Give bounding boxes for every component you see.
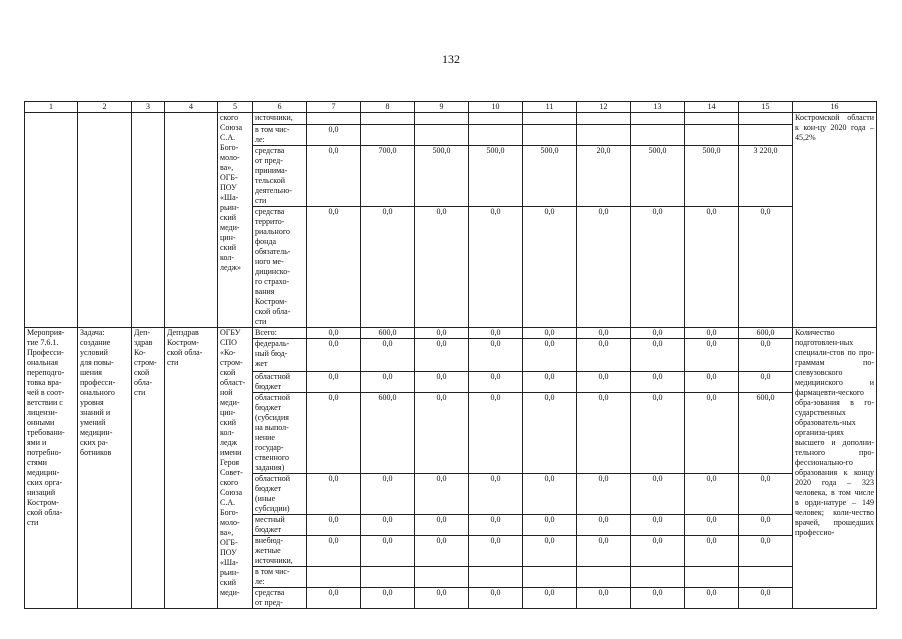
task-cell: Задача: создание условий для повы- шения професси- онального уровня знаний и умений медицин- ских ра- ботников <box>78 328 132 609</box>
year-value: 500,0 <box>631 146 685 207</box>
year-value <box>685 125 739 146</box>
year-value: 0,0 <box>685 372 739 393</box>
year-value: 0,0 <box>523 207 577 328</box>
year-value <box>415 113 469 125</box>
source-label: областной бюджет (субсидия на выпол- нение государ- ственного задания) <box>253 393 307 474</box>
year-value: 0,0 <box>739 588 793 609</box>
year-value <box>469 113 523 125</box>
year-value: 0,0 <box>415 588 469 609</box>
year-value: 0,0 <box>361 339 415 372</box>
year-value: 0,0 <box>415 328 469 339</box>
year-value: 0,0 <box>523 328 577 339</box>
year-value: 0,0 <box>577 536 631 567</box>
year-value: 0,0 <box>631 393 685 474</box>
year-value <box>523 125 577 146</box>
year-value: 600,0 <box>739 393 793 474</box>
year-value: 0,0 <box>685 588 739 609</box>
source-label: средства от пред- принима- тельской деятельно- сти <box>253 146 307 207</box>
year-value: 0,0 <box>361 372 415 393</box>
year-value: 0,0 <box>469 207 523 328</box>
year-value <box>577 567 631 588</box>
source-label: средства от пред- <box>253 588 307 609</box>
year-value: 0,0 <box>361 207 415 328</box>
year-value: 0,0 <box>415 339 469 372</box>
column-number: 2 <box>78 102 132 113</box>
year-value <box>469 125 523 146</box>
column-number: 8 <box>361 102 415 113</box>
year-value: 0,0 <box>361 474 415 515</box>
column-number: 5 <box>218 102 253 113</box>
year-value: 600,0 <box>739 328 793 339</box>
table-row <box>25 328 877 339</box>
source-label: областной бюджет (иные субсидии) <box>253 474 307 515</box>
year-value: 0,0 <box>685 515 739 536</box>
column-number: 13 <box>631 102 685 113</box>
year-value: 0,0 <box>307 146 361 207</box>
year-value: 0,0 <box>523 536 577 567</box>
year-value: 500,0 <box>415 146 469 207</box>
year-value <box>739 125 793 146</box>
year-value: 3 220,0 <box>739 146 793 207</box>
target-indicator: Костромской области к кон-цу 2020 года – 45,2% <box>793 113 877 328</box>
year-value: 0,0 <box>577 474 631 515</box>
year-value: 0,0 <box>415 207 469 328</box>
year-value <box>685 567 739 588</box>
year-value: 0,0 <box>739 339 793 372</box>
year-value: 0,0 <box>577 328 631 339</box>
year-value: 0,0 <box>523 588 577 609</box>
source-label: в том чис- ле: <box>253 125 307 146</box>
year-value: 0,0 <box>739 372 793 393</box>
year-value <box>415 125 469 146</box>
source-label: Всего: <box>253 328 307 339</box>
source-label: внебюд- жетные источники, <box>253 536 307 567</box>
year-value <box>307 113 361 125</box>
measure-cell <box>25 113 78 328</box>
year-value: 0,0 <box>631 515 685 536</box>
year-value: 0,0 <box>523 474 577 515</box>
year-value: 0,0 <box>415 515 469 536</box>
executor-cell: ского Союза С.А. Бого- моло- ва», ОГБ- ПОУ «Ша- рьин- ский меди- цин- ский кол- ледж» <box>218 113 253 328</box>
year-value <box>631 567 685 588</box>
source-label: местный бюджет <box>253 515 307 536</box>
year-value: 0,0 <box>739 515 793 536</box>
year-value: 500,0 <box>523 146 577 207</box>
year-value <box>739 567 793 588</box>
year-value: 0,0 <box>307 328 361 339</box>
year-value: 0,0 <box>739 474 793 515</box>
year-value: 0,0 <box>577 393 631 474</box>
year-value: 0,0 <box>361 536 415 567</box>
column-number: 6 <box>253 102 307 113</box>
year-value: 0,0 <box>469 515 523 536</box>
year-value: 0,0 <box>685 328 739 339</box>
year-value: 0,0 <box>307 339 361 372</box>
year-value: 0,0 <box>307 125 361 146</box>
header-row <box>25 102 877 113</box>
year-value <box>631 125 685 146</box>
year-value: 0,0 <box>469 393 523 474</box>
year-value: 0,0 <box>631 372 685 393</box>
year-value: 500,0 <box>685 146 739 207</box>
year-value: 0,0 <box>685 393 739 474</box>
source-label: областной бюджет <box>253 372 307 393</box>
year-value <box>685 113 739 125</box>
measure-cell: Мероприя- тие 7.6.1. Професси- ональная переподго- товка вра- чей в соот- ветствии с лицензи- онными требовани- ями и потребно- стями медицин- ских орга- низаций Костром- ской обла- сти <box>25 328 78 609</box>
year-value: 20,0 <box>577 146 631 207</box>
year-value <box>361 567 415 588</box>
year-value: 0,0 <box>631 474 685 515</box>
year-value: 0,0 <box>631 328 685 339</box>
year-value <box>523 113 577 125</box>
year-value: 0,0 <box>577 588 631 609</box>
year-value: 0,0 <box>307 588 361 609</box>
executor-cell: ОГБУ СПО «Ко- стром- ской област- ной меди- цин- ский кол- ледж имени Героя Совет- ского Союза С.А. Бого- моло- ва», ОГБ- ПОУ «Ша- рьин- ский меди- <box>218 328 253 609</box>
year-value: 600,0 <box>361 328 415 339</box>
column-number: 14 <box>685 102 739 113</box>
year-value <box>361 113 415 125</box>
year-value <box>307 567 361 588</box>
year-value <box>631 113 685 125</box>
year-value: 0,0 <box>469 474 523 515</box>
year-value: 0,0 <box>685 339 739 372</box>
year-value: 0,0 <box>577 339 631 372</box>
coexecutor-cell <box>165 113 218 328</box>
task-cell <box>78 113 132 328</box>
page-number: 132 <box>442 52 460 66</box>
year-value: 0,0 <box>631 207 685 328</box>
year-value: 0,0 <box>523 372 577 393</box>
coexecutor-cell: Депздрав Костром- ской обла- сти <box>165 328 218 609</box>
year-value: 0,0 <box>415 393 469 474</box>
year-value: 0,0 <box>307 372 361 393</box>
year-value: 0,0 <box>523 515 577 536</box>
year-value: 0,0 <box>415 372 469 393</box>
year-value: 0,0 <box>577 372 631 393</box>
year-value: 0,0 <box>631 339 685 372</box>
year-value: 700,0 <box>361 146 415 207</box>
year-value <box>739 113 793 125</box>
column-number: 7 <box>307 102 361 113</box>
year-value: 0,0 <box>739 207 793 328</box>
year-value: 0,0 <box>307 515 361 536</box>
responsible-cell <box>132 113 165 328</box>
table-row <box>25 113 877 125</box>
column-number: 15 <box>739 102 793 113</box>
column-number: 16 <box>793 102 877 113</box>
source-label: средства террито- риального фонда обязатель- ного ме- дицинско- го страхо- вания Костром- ской обла- сти <box>253 207 307 328</box>
year-value <box>469 567 523 588</box>
year-value <box>361 125 415 146</box>
year-value: 0,0 <box>469 536 523 567</box>
year-value <box>523 567 577 588</box>
year-value: 0,0 <box>631 588 685 609</box>
year-value <box>577 125 631 146</box>
year-value <box>415 567 469 588</box>
target-indicator: Количество подготовлен-ных специали-стов по про-граммам по-слевузовского медицинского и фармацевти-ческого обра-зования в го-сударственных образователь-ных организа-циях высшего и дополни-тельного про-фессионально-го образования к концу 2020 года – 323 человека, в том числе в орди-натуре – 149 человек; коли-чество врачей, прошедших профессио- <box>793 328 877 609</box>
source-label: в том чис- ле: <box>253 567 307 588</box>
column-number: 10 <box>469 102 523 113</box>
year-value: 0,0 <box>685 207 739 328</box>
year-value: 0,0 <box>307 474 361 515</box>
year-value: 600,0 <box>361 393 415 474</box>
year-value: 0,0 <box>307 393 361 474</box>
year-value: 500,0 <box>469 146 523 207</box>
year-value: 0,0 <box>685 474 739 515</box>
source-label: федераль- ный бюд- жет <box>253 339 307 372</box>
year-value: 0,0 <box>523 393 577 474</box>
year-value: 0,0 <box>739 536 793 567</box>
responsible-cell: Деп- здрав Ко- стром- ской обла- сти <box>132 328 165 609</box>
budget-table <box>24 101 877 609</box>
year-value: 0,0 <box>469 588 523 609</box>
column-number: 1 <box>25 102 78 113</box>
table-body <box>25 102 877 609</box>
column-number: 3 <box>132 102 165 113</box>
year-value: 0,0 <box>523 339 577 372</box>
year-value: 0,0 <box>469 339 523 372</box>
year-value: 0,0 <box>685 536 739 567</box>
year-value: 0,0 <box>307 536 361 567</box>
year-value <box>577 113 631 125</box>
year-value: 0,0 <box>361 515 415 536</box>
year-value: 0,0 <box>631 536 685 567</box>
column-number: 11 <box>523 102 577 113</box>
source-label: источники, <box>253 113 307 125</box>
column-number: 4 <box>165 102 218 113</box>
column-number: 9 <box>415 102 469 113</box>
year-value: 0,0 <box>577 515 631 536</box>
year-value: 0,0 <box>469 328 523 339</box>
column-number: 12 <box>577 102 631 113</box>
year-value: 0,0 <box>361 588 415 609</box>
year-value: 0,0 <box>307 207 361 328</box>
year-value: 0,0 <box>415 474 469 515</box>
year-value: 0,0 <box>415 536 469 567</box>
year-value: 0,0 <box>469 372 523 393</box>
year-value: 0,0 <box>577 207 631 328</box>
